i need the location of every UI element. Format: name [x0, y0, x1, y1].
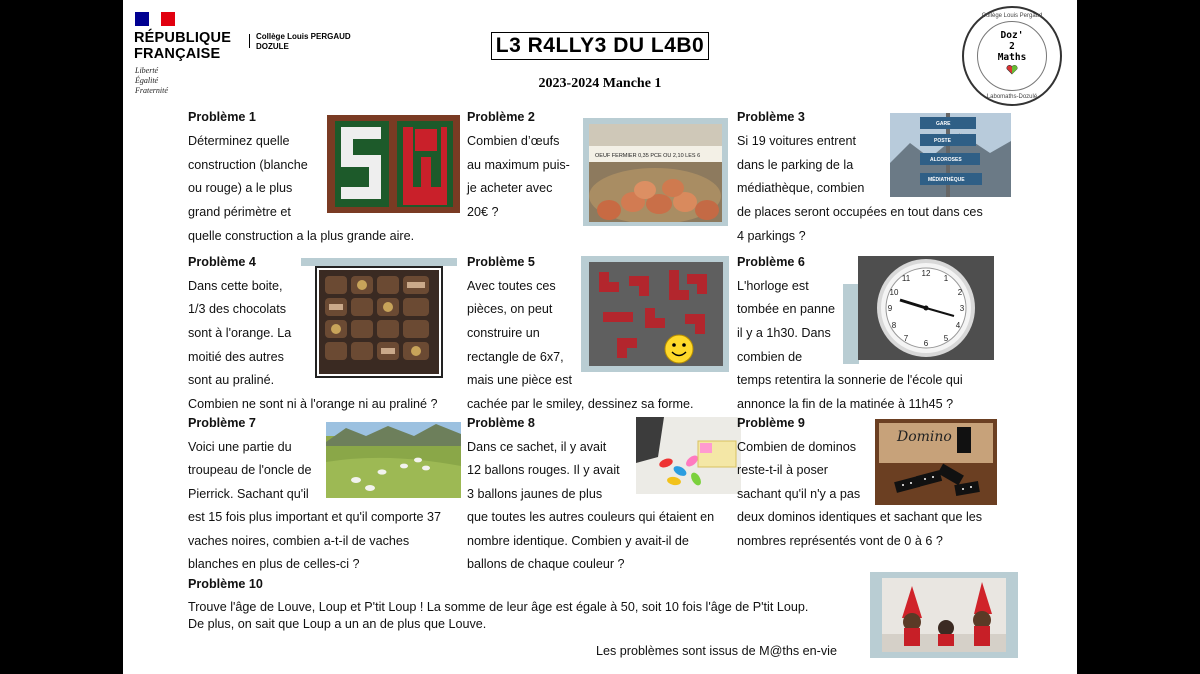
problem-2-text: 20€ ?	[467, 205, 499, 219]
problem-4-text: sont au praliné.	[188, 373, 275, 387]
header-divider	[249, 34, 250, 48]
problem-8-text: 12 ballons rouges. Il y avait	[467, 463, 620, 477]
problem-8-text: ballons de chaque couleur ?	[467, 557, 625, 571]
eggs-basket-photo	[589, 124, 722, 222]
problem-1-title: Problème 1	[188, 110, 256, 124]
svg-text:5: 5	[943, 334, 949, 343]
cows-pasture-photo	[326, 422, 461, 498]
problem-5-title: Problème 5	[467, 255, 535, 269]
svg-text:2: 2	[957, 288, 963, 297]
problem-8-text: Dans ce sachet, il y avait	[467, 440, 607, 454]
problem-6-text: combien de	[737, 350, 803, 364]
svg-text:1: 1	[943, 274, 949, 283]
problem-10-text: De plus, on sait que Loup a un an de plus que Louve.	[188, 617, 487, 631]
problem-3-text: de places seront occupées en tout dans ces	[737, 205, 983, 219]
page-subtitle: 2023-2024 Manche 1	[538, 76, 662, 91]
problem-6-text: L'horloge est	[737, 279, 809, 293]
balloons-bag-photo	[636, 417, 741, 494]
problem-7-text: troupeau de l'oncle de	[188, 463, 312, 477]
problem-6-text: annonce la fin de la matinée à 11h45 ?	[737, 397, 954, 411]
problem-1-text: construction (blanche	[188, 158, 308, 172]
problem-6-text: il y a 1h30. Dans	[737, 326, 831, 340]
doz2maths-logo: Collège Louis Pergaud Doz' 2 Maths Labomaths-Dozulé	[962, 6, 1062, 106]
problem-1-text: Déterminez quelle	[188, 134, 290, 148]
problem-3-title: Problème 3	[737, 110, 805, 124]
problem-1-text: grand périmètre et	[188, 205, 291, 219]
problem-1-text: quelle construction a la plus grande aire.	[188, 229, 415, 243]
problem-7-text: Pierrick. Sachant qu'il	[188, 487, 309, 501]
smiley-icon	[665, 335, 693, 363]
worksheet-page	[123, 0, 1077, 674]
svg-text:12: 12	[921, 269, 931, 278]
problem-2-text: Combien d’œufs	[467, 134, 560, 148]
problem-5-text: Avec toutes ces	[467, 279, 556, 293]
problem-7-text: blanches en plus de celles-ci ?	[188, 557, 360, 571]
chocolate-box-photo	[315, 266, 443, 378]
svg-text:8: 8	[891, 321, 897, 330]
problem-4-title: Problème 4	[188, 255, 256, 269]
polyomino-pieces-photo	[589, 262, 723, 366]
problem-7-text: Voici une partie du	[188, 440, 292, 454]
heart-icon	[1006, 65, 1018, 75]
problem-5-text: cachée par le smiley, dessinez sa forme.	[467, 397, 694, 411]
problem-9-text: deux dominos identiques et sachant que les	[737, 510, 983, 524]
lego-constructions-photo	[327, 115, 460, 213]
problem-4-text: Combien ne sont ni à l'orange ni au praliné ?	[188, 397, 438, 411]
dominoes-photo	[875, 419, 997, 505]
problem-2-text: au maximum puis-	[467, 158, 570, 172]
problem-8-text: que toutes les autres couleurs qui étaient en	[467, 510, 715, 524]
problem-3-text: dans le parking de la	[737, 158, 854, 172]
problem-6-text: temps retentira la sonnerie de l'école qui	[737, 373, 963, 387]
problem-7-title: Problème 7	[188, 416, 256, 430]
problem-4-text: moitié des autres	[188, 350, 284, 364]
problem-10-title: Problème 10	[188, 577, 263, 591]
svg-text:MÉDIATHÈQUE: MÉDIATHÈQUE	[928, 177, 965, 183]
svg-text:3: 3	[959, 304, 965, 313]
problem-5-text: construire un	[467, 326, 540, 340]
problem-10-text: Trouve l'âge de Louve, Loup et P'tit Loup ! La somme de leur âge est égale à 50, soit 10 fois l'âge de P'tit Loup.	[188, 600, 809, 614]
svg-text:OEUF FERMIER 0,35 PCE OU 2,10: OEUF FERMIER 0,35 PCE OU 2,10 LES 6	[595, 153, 701, 159]
problem-4-text: Dans cette boite,	[188, 279, 283, 293]
problem-3-text: médiathèque, combien	[737, 181, 865, 195]
page-title: L3 R4LLY3 DU L4B0	[491, 32, 709, 60]
svg-text:ALCOROSES: ALCOROSES	[930, 157, 962, 163]
svg-text:7: 7	[903, 334, 909, 343]
problem-2-text: je acheter avec	[467, 181, 553, 195]
problem-9-text: Combien de dominos	[737, 440, 857, 454]
problem-4-text: 1/3 des chocolats	[188, 302, 287, 316]
problem-7-text: est 15 fois plus important et qu'il comporte 37	[188, 510, 442, 524]
problem-8-title: Problème 8	[467, 416, 535, 430]
wolves-toys-photo	[882, 578, 1006, 652]
problem-6-text: tombée en panne	[737, 302, 836, 316]
broken-clock-photo	[858, 256, 994, 360]
svg-text:10: 10	[889, 288, 899, 297]
svg-text:4: 4	[955, 321, 961, 330]
problem-7-text: vaches noires, combien a-t-il de vaches	[188, 534, 410, 548]
problem-3-text: 4 parkings ?	[737, 229, 806, 243]
problem-6-title: Problème 6	[737, 255, 805, 269]
republique-francaise-label: RÉPUBLIQUE FRANÇAISE	[134, 30, 232, 62]
problem-1-text: ou rouge) a le plus	[188, 181, 293, 195]
problem-2-title: Problème 2	[467, 110, 535, 124]
problem-9-text: reste-t-il à poser	[737, 463, 828, 477]
svg-text:GARE: GARE	[936, 121, 951, 127]
problem-4-text: sont à l'orange. La	[188, 326, 292, 340]
svg-text:6: 6	[923, 339, 929, 348]
svg-text:POSTE: POSTE	[934, 138, 951, 144]
marianne-flag-icon	[135, 12, 175, 26]
school-name: Collège Louis PERGAUD DOZULE	[256, 32, 351, 51]
problem-8-text: 3 ballons jaunes de plus	[467, 487, 603, 501]
problem-3-text: Si 19 voitures entrent	[737, 134, 857, 148]
source-note: Les problèmes sont issus de M@ths en-vie	[596, 644, 837, 658]
problem-5-text: rectangle de 6x7,	[467, 350, 564, 364]
problem-5-text: mais une pièce est	[467, 373, 573, 387]
parking-signs-photo	[890, 113, 1011, 197]
problem-9-title: Problème 9	[737, 416, 805, 430]
problem-5-text: pièces, on peut	[467, 302, 553, 316]
problem-8-text: nombre identique. Combien y avait-il de	[467, 534, 689, 548]
svg-text:9: 9	[887, 304, 893, 313]
svg-text:Domino: Domino	[897, 429, 952, 445]
republic-motto: Liberté Égalité Fraternité	[135, 66, 168, 95]
problem-9-text: nombres représentés vont de 0 à 6 ?	[737, 534, 943, 548]
problem-9-text: sachant qu'il n'y a pas	[737, 487, 861, 501]
svg-text:11: 11	[901, 274, 911, 283]
